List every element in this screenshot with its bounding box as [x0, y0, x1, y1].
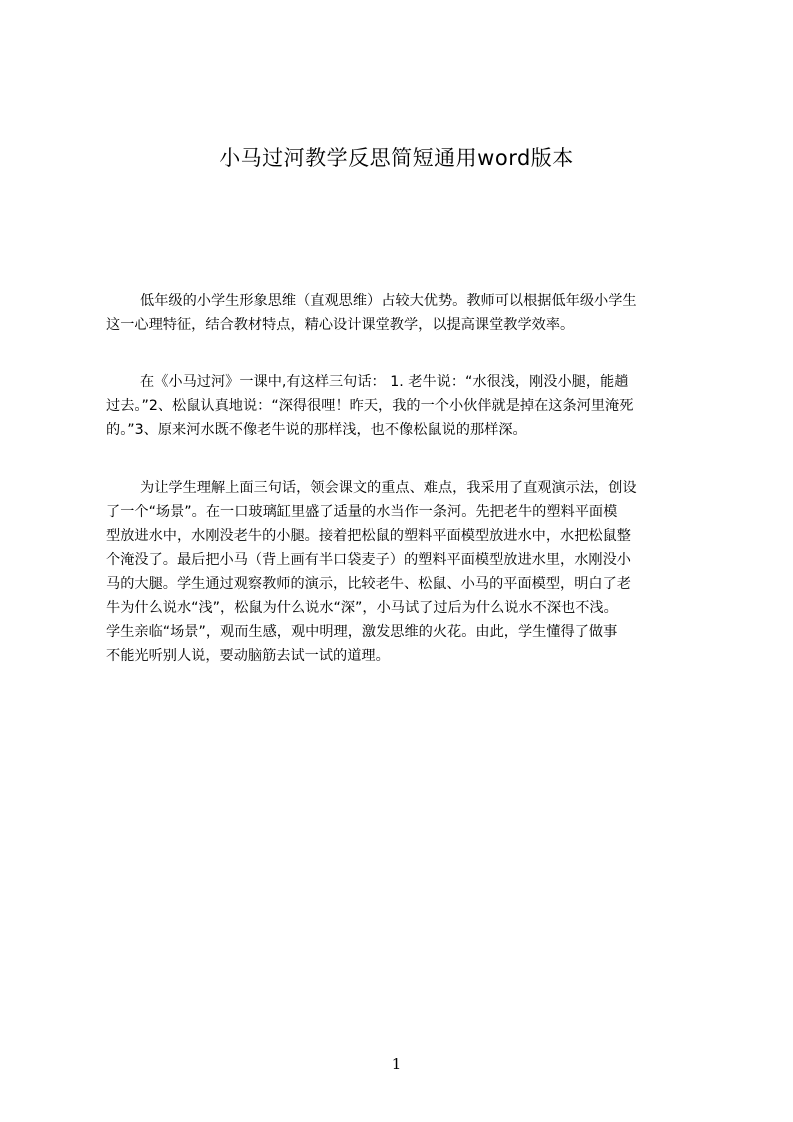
paragraph-line: 了一个“场景”。在一口玻璃缸里盛了适量的水当作一条河。先把老牛的塑料平面模 — [106, 504, 618, 520]
paragraph-line: 学生亲临“场景”，观而生感，观中明理，激发思维的火花。由此，学生懂得了做事 — [106, 624, 618, 640]
page-number: 1 — [391, 1055, 402, 1073]
paragraph-line: 低年级的小学生形象思维（直观思维）占较大优势。教师可以根据低年级小学生 — [140, 293, 637, 309]
document-title: 小马过河教学反思简短通用word版本 — [219, 146, 574, 170]
paragraph-line: 这一心理特征，结合教材特点，精心设计课堂教学，以提高课堂教学效率。 — [106, 317, 575, 333]
paragraph-line: 不能光听别人说，要动脑筋去试一试的道理。 — [106, 648, 390, 664]
paragraph-line: 过去。”2、松鼠认真地说：“深得很哩！昨天，我的一个小伙伴就是掉在这条河里淹死 — [106, 398, 634, 414]
paragraph-line: 马的大腿。学生通过观察教师的演示，比较老牛、松鼠、小马的平面模型，明白了老 — [106, 576, 631, 592]
paragraph-line: 个淹没了。最后把小马（背上画有半口袋麦子）的塑料平面模型放进水里，水刚没小 — [106, 552, 631, 568]
paragraph-line: 的。”3、原来河水既不像老牛说的那样浅，也不像松鼠说的那样深。 — [106, 422, 527, 438]
paragraph-line: 为让学生理解上面三句话，领会课文的重点、难点，我采用了直观演示法，创设 — [140, 480, 637, 496]
paragraph-line: 型放进水中，水刚没老牛的小腿。接着把松鼠的塑料平面模型放进水中，水把松鼠整 — [106, 528, 631, 544]
paragraph-line: 在《小马过河》一课中,有这样三句话： 1. 老牛说：“水很浅，刚没小腿，能趟 — [140, 374, 629, 390]
paragraph-2 — [106, 370, 706, 442]
paragraph-1 — [106, 289, 706, 337]
paragraph-line: 牛为什么说水“浅”，松鼠为什么说水“深”，小马试了过后为什么说水不深也不浅。 — [106, 600, 618, 616]
paragraph-3 — [106, 476, 706, 668]
